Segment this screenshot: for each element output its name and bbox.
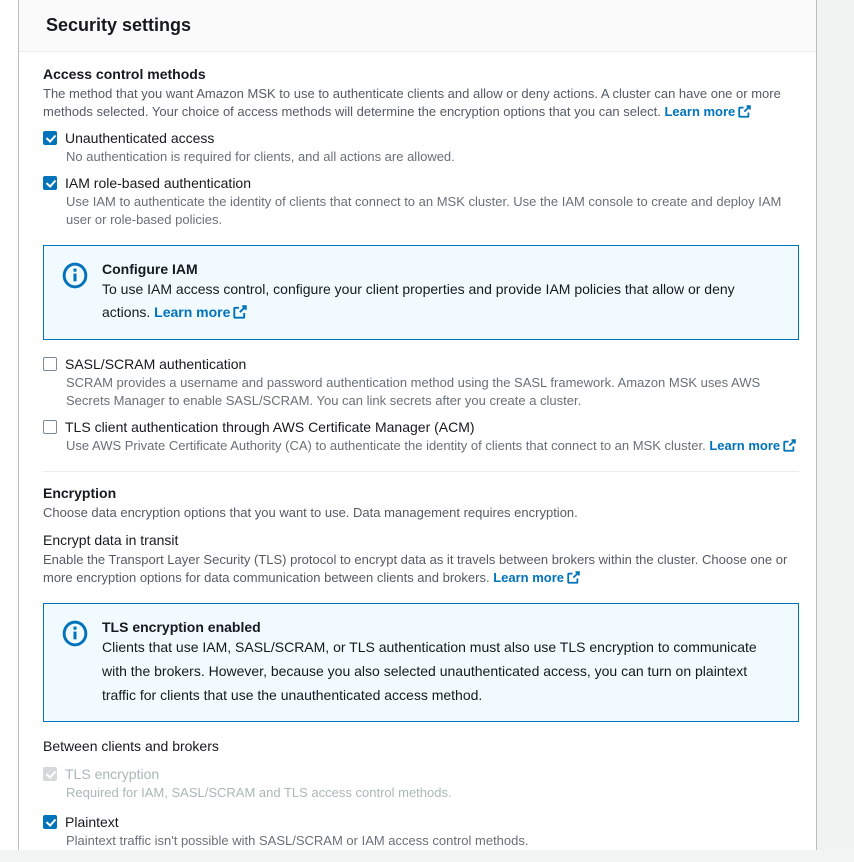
option-row-sasl-scram [43, 356, 799, 372]
info-box-content [102, 259, 762, 326]
between-clients-brokers-heading: Between clients and brokers [43, 738, 219, 755]
card-content [19, 52, 816, 862]
iam-authentication-label[interactable]: IAM role-based authentication [65, 174, 251, 191]
security-settings-card [18, 0, 817, 850]
plaintext-description: Plaintext traffic isn't possible with SASL/SCRAM or IAM access control methods. [66, 833, 529, 849]
info-icon [62, 262, 88, 294]
left-gutter [0, 0, 18, 850]
external-link-icon [738, 105, 751, 118]
option-row-iam [43, 175, 799, 191]
learn-more-label: Learn more [493, 569, 565, 585]
external-link-icon [567, 571, 580, 584]
learn-more-label: Learn more [154, 304, 231, 321]
tls-encryption-checkbox [43, 767, 57, 781]
learn-more-label: Learn more [664, 103, 736, 119]
configure-iam-title: Configure IAM [102, 260, 198, 277]
access-control-description-text: The method that you want Amazon MSK to use to authenticate clients and allow or deny actions. A cluster can have one or more methods selected. Your choice of access methods will determine the encryption options that you can select. [43, 86, 781, 119]
info-box-content [102, 617, 762, 707]
access-control-description [43, 85, 799, 121]
section-divider [43, 471, 799, 472]
tls-acm-learn-more-link[interactable] [709, 438, 796, 453]
access-control-learn-more-link[interactable] [664, 104, 751, 119]
iam-authentication-checkbox[interactable] [43, 176, 57, 190]
tls-encryption-label: TLS encryption [65, 766, 160, 783]
tls-acm-description [66, 437, 799, 455]
tls-encryption-info-box [43, 603, 799, 722]
configure-iam-body-text: To use IAM access control, configure your client properties and provide IAM policies that allow or deny actions. [102, 280, 735, 321]
info-icon [62, 620, 88, 652]
encrypt-in-transit-description-text: Enable the Transport Layer Security (TLS) protocol to encrypt data as it travels between brokers within the cluster. Choose one or more encryption options for data communication between clients and brokers. [43, 552, 788, 585]
external-link-icon [783, 439, 796, 452]
tls-acm-label[interactable]: TLS client authentication through AWS Certificate Manager (ACM) [65, 419, 475, 436]
unauthenticated-access-checkbox[interactable] [43, 131, 57, 145]
option-row-tls-encryption [43, 766, 799, 782]
external-link-icon [233, 305, 247, 319]
tls-acm-checkbox[interactable] [43, 420, 57, 434]
access-control-heading: Access control methods [43, 66, 206, 82]
sasl-scram-checkbox[interactable] [43, 357, 57, 371]
encryption-description: Choose data encryption options that you want to use. Data management requires encryption. [43, 505, 578, 521]
plaintext-label[interactable]: Plaintext [65, 814, 119, 831]
configure-iam-learn-more-link[interactable] [154, 304, 247, 320]
option-row-tls-acm [43, 419, 799, 435]
configure-iam-info-box [43, 245, 799, 341]
encrypt-in-transit-learn-more-link[interactable] [493, 570, 580, 585]
tls-encryption-description: Required for IAM, SASL/SCRAM and TLS access control methods. [66, 785, 452, 801]
right-gutter [817, 0, 854, 850]
option-row-unauthenticated [43, 130, 799, 146]
tls-encryption-info-body: Clients that use IAM, SASL/SCRAM, or TLS authentication must also use TLS encryption to communicate with the brokers. However, because you also selected unauthenticated access, you can turn on plaintext traffic for clients that use the unauthenticated access method. [102, 638, 757, 703]
tls-acm-description-text: Use AWS Private Certificate Authority (CA) to authenticate the identity of clients that connect to an MSK cluster. [66, 438, 706, 454]
card-header [19, 0, 816, 52]
unauthenticated-access-label[interactable]: Unauthenticated access [65, 129, 215, 146]
learn-more-label: Learn more [709, 438, 781, 454]
configure-iam-body [102, 278, 762, 326]
plaintext-checkbox[interactable] [43, 815, 57, 829]
page-title: Security settings [46, 15, 192, 35]
tls-encryption-info-title: TLS encryption enabled [102, 618, 261, 635]
iam-authentication-description: Use IAM to authenticate the identity of clients that connect to an MSK cluster. Use the IAM console to create and deploy IAM user or role-based policies. [66, 193, 782, 227]
sasl-scram-label[interactable]: SASL/SCRAM authentication [65, 356, 247, 373]
unauthenticated-access-description: No authentication is required for clients, and all actions are allowed. [66, 148, 455, 164]
encrypt-in-transit-heading: Encrypt data in transit [43, 532, 179, 549]
sasl-scram-description: SCRAM provides a username and password authentication method using the SASL framework. Amazon MSK uses AWS Secrets Manager to enable SASL/SCRAM. You can link secrets after you create a cluster. [66, 375, 761, 409]
option-row-plaintext [43, 814, 799, 830]
encrypt-in-transit-description [43, 551, 799, 587]
encryption-heading: Encryption [43, 485, 117, 502]
